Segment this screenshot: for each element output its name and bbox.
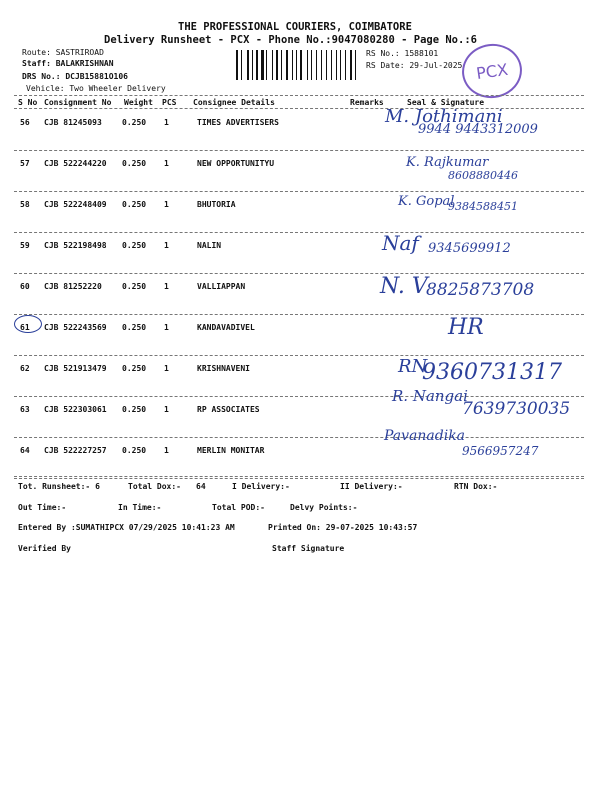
row-sno: 59 xyxy=(20,241,30,250)
row-weight: 0.250 xyxy=(122,323,147,332)
handwritten-signature: HR xyxy=(448,315,484,340)
drs-label: DRS No.: DCJB15881O106 xyxy=(22,72,128,81)
handwritten-phone: 8825873708 xyxy=(426,280,535,300)
row-pcs: 1 xyxy=(164,364,169,373)
row-pcs: 1 xyxy=(164,159,169,168)
divider xyxy=(14,476,584,477)
pcx-stamp: PCX xyxy=(459,40,526,102)
row-weight: 0.250 xyxy=(122,405,147,414)
handwritten-signature: M. Jothimani xyxy=(385,106,503,127)
runsheet-subtitle: Delivery Runsheet - PCX - Phone No.:9047080280 - Page No.:6 xyxy=(104,34,477,46)
col-remarks: Remarks xyxy=(350,98,384,107)
row-sno: 62 xyxy=(20,364,30,373)
table-row xyxy=(0,315,600,355)
handwritten-phone: 9566957247 xyxy=(462,444,539,458)
row-pcs: 1 xyxy=(164,241,169,250)
total-dox-value: 64 xyxy=(196,482,206,491)
row-pcs: 1 xyxy=(164,200,169,209)
printed-on: Printed On: 29-07-2025 10:43:57 xyxy=(268,523,418,532)
row-sno: 58 xyxy=(20,200,30,209)
row-sno: 60 xyxy=(20,282,30,291)
vehicle-label: Vehicle: Two Wheeler Delivery xyxy=(26,84,166,93)
row-divider xyxy=(14,478,584,479)
row-consignment-no: CJB 522227257 xyxy=(44,446,107,455)
row-consignee: VALLIAPPAN xyxy=(197,282,246,291)
row-consignee: NEW OPPORTUNITYU xyxy=(197,159,275,168)
handwritten-phone: 9944 9443312009 xyxy=(418,122,538,137)
i-delivery: I Delivery:- xyxy=(232,482,290,491)
row-consignee: KANDAVADIVEL xyxy=(197,323,255,332)
handwritten-phone: 9384588451 xyxy=(448,200,518,213)
rs-date: RS Date: 29-Jul-2025 xyxy=(366,61,463,70)
divider xyxy=(14,95,584,96)
table-row xyxy=(0,151,600,191)
row-weight: 0.250 xyxy=(122,241,147,250)
row-consignment-no: CJB 522248409 xyxy=(44,200,107,209)
row-consignee: RP ASSOCIATES xyxy=(197,405,260,414)
row-weight: 0.250 xyxy=(122,446,147,455)
handwritten-signature: K. Gopal xyxy=(398,194,455,209)
handwritten-signature: R. Nangai xyxy=(392,387,468,405)
row-consignment-no: CJB 522244220 xyxy=(44,159,107,168)
handwritten-phone: 7639730035 xyxy=(462,399,571,419)
row-weight: 0.250 xyxy=(122,200,147,209)
row-sno: 57 xyxy=(20,159,30,168)
rs-number: RS No.: 1588101 xyxy=(366,49,439,58)
staff-signature: Staff Signature xyxy=(272,544,345,553)
handwritten-signature: K. Rajkumar xyxy=(406,155,489,170)
row-sno: 56 xyxy=(20,118,30,127)
handwritten-phone: 8608880446 xyxy=(448,169,518,182)
row-consignee: BHUTORIA xyxy=(197,200,236,209)
row-pcs: 1 xyxy=(164,118,169,127)
handwritten-signature: RN xyxy=(398,356,428,377)
row-consignment-no: CJB 522198498 xyxy=(44,241,107,250)
row-sno: 61 xyxy=(20,323,30,332)
row-consignment-no: CJB 522243569 xyxy=(44,323,107,332)
col-pcs: PCS xyxy=(162,98,177,107)
company-title: THE PROFESSIONAL COURIERS, COIMBATORE xyxy=(178,21,412,33)
handwritten-phone: 9360731317 xyxy=(422,360,562,385)
table-row xyxy=(0,192,600,232)
tot-runsheet: Tot. Runsheet:- 6 xyxy=(18,482,100,491)
verified-by: Verified By xyxy=(18,544,71,553)
handwritten-signature: N. V xyxy=(380,274,428,299)
row-weight: 0.250 xyxy=(122,282,147,291)
col-consignment: Consignment No xyxy=(44,98,112,107)
col-weight: Weight xyxy=(124,98,153,107)
row-sno: 64 xyxy=(20,446,30,455)
handwritten-circle xyxy=(14,315,42,333)
handwritten-signature: Pavanadika xyxy=(384,428,466,444)
row-sno: 63 xyxy=(20,405,30,414)
row-pcs: 1 xyxy=(164,446,169,455)
row-weight: 0.250 xyxy=(122,118,147,127)
handwritten-signature: Naf xyxy=(382,231,419,255)
table-row xyxy=(0,106,600,150)
row-consignment-no: CJB 521913479 xyxy=(44,364,107,373)
row-consignment-no: CJB 81252220 xyxy=(44,282,102,291)
in-time: In Time:- xyxy=(118,503,162,512)
row-pcs: 1 xyxy=(164,405,169,414)
handwritten-phone: 9345699912 xyxy=(428,241,511,256)
table-row xyxy=(0,356,600,396)
row-pcs: 1 xyxy=(164,323,169,332)
row-consignee: NALIN xyxy=(197,241,222,250)
rtn-dox: RTN Dox:- xyxy=(454,482,498,491)
row-consignment-no: CJB 522303061 xyxy=(44,405,107,414)
row-consignee: TIMES ADVERTISERS xyxy=(197,118,279,127)
row-consignment-no: CJB 81245093 xyxy=(44,118,102,127)
staff-label: Staff: BALAKRISHNAN xyxy=(22,59,114,68)
entered-by: Entered By :SUMATHIPCX 07/29/2025 10:41:23 AM xyxy=(18,523,235,532)
col-sno: S No xyxy=(18,98,38,107)
out-time: Out Time:- xyxy=(18,503,67,512)
total-dox-label: Total Dox:- xyxy=(128,482,181,491)
ii-delivery: II Delivery:- xyxy=(340,482,403,491)
row-consignee: MERLIN MONITAR xyxy=(197,446,265,455)
table-row xyxy=(0,274,600,314)
col-consignee: Consignee Details xyxy=(193,98,275,107)
table-row xyxy=(0,387,600,437)
row-consignee: KRISHNAVENI xyxy=(197,364,250,373)
row-weight: 0.250 xyxy=(122,159,147,168)
table-row xyxy=(0,428,600,478)
col-seal-signature: Seal & Signature xyxy=(407,98,485,107)
row-pcs: 1 xyxy=(164,282,169,291)
route-label: Route: SASTRIROAD xyxy=(22,48,104,57)
table-row xyxy=(0,233,600,273)
total-pod: Total POD:- xyxy=(212,503,265,512)
row-weight: 0.250 xyxy=(122,364,147,373)
barcode xyxy=(236,50,360,80)
delvy-points: Delvy Points:- xyxy=(290,503,358,512)
